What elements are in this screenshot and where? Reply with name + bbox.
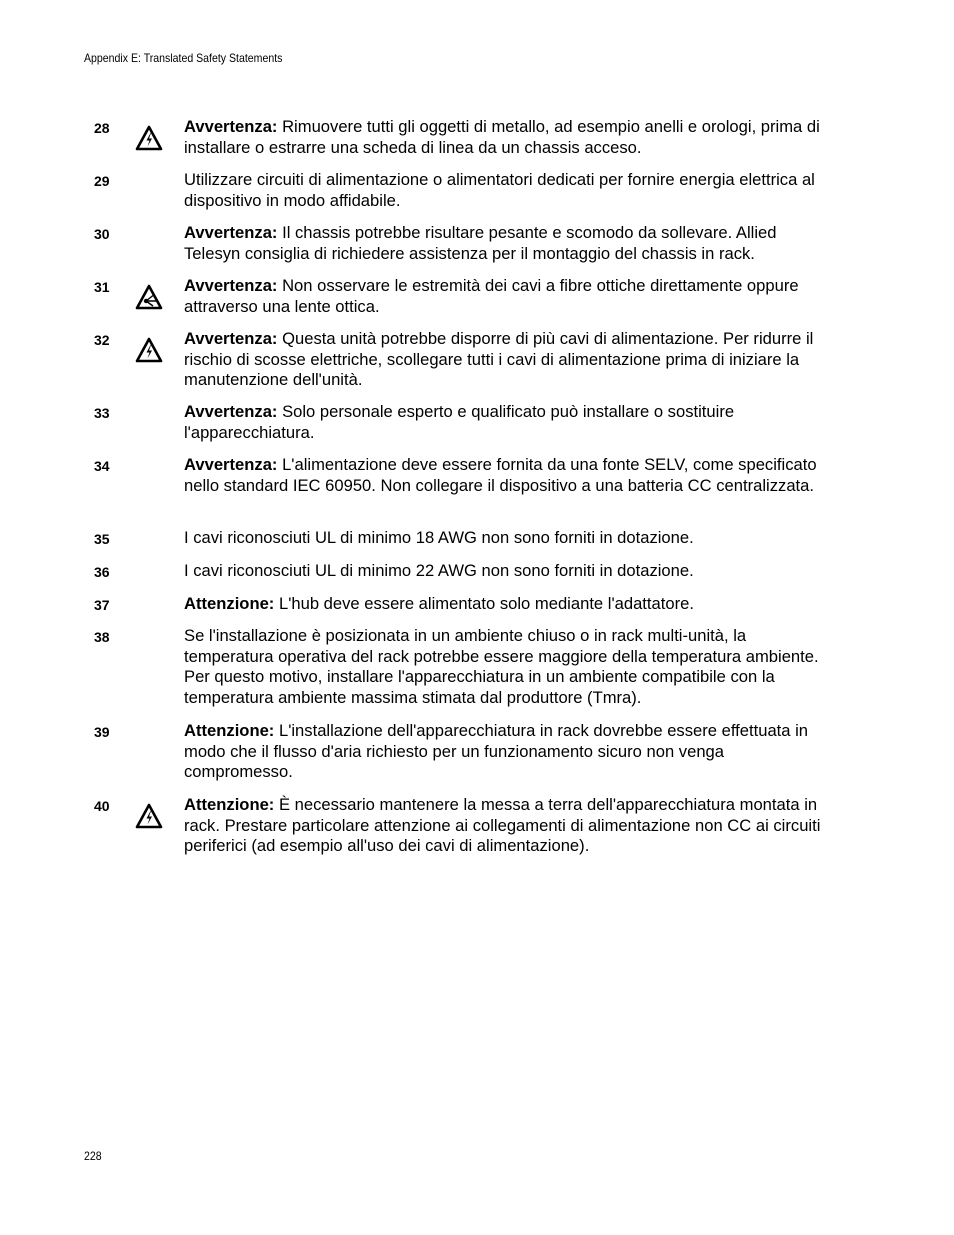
statement-text [184, 117, 830, 158]
statement-body: Utilizzare circuiti di alimentazione o alimentatori dedicati per fornire energia elettrica al dispositivo in modo affidabile. [184, 170, 815, 210]
statement-body: L'alimentazione deve essere fornita da una fonte SELV, come specificato nello standard IEC 60950. Non collegare il dispositivo a una batteria CC centralizzata. [184, 455, 817, 495]
laser-warning-icon [135, 284, 163, 310]
statement-text [184, 528, 830, 549]
statement-label: Avvertenza: [184, 276, 278, 295]
statement-text [184, 329, 830, 391]
statement-label: Avvertenza: [184, 455, 278, 474]
statement-label: Avvertenza: [184, 402, 278, 421]
statement-number: 40 [94, 798, 110, 814]
page-number: 228 [84, 1149, 102, 1163]
statement-label: Attenzione: [184, 795, 275, 814]
statement-label: Avvertenza: [184, 329, 278, 348]
electric-shock-warning-icon [135, 337, 163, 363]
statement-number: 33 [94, 405, 110, 421]
statement-text [184, 594, 830, 615]
statement-text [184, 455, 830, 496]
statement-body: Solo personale esperto e qualificato può installare o sostituire l'apparecchiatura. [184, 402, 735, 442]
statement-number: 29 [94, 173, 110, 189]
statement-text [184, 795, 830, 857]
electric-shock-warning-icon [135, 125, 163, 151]
statement-text [184, 402, 830, 443]
statement-number: 35 [94, 531, 110, 547]
statement-number: 32 [94, 332, 110, 348]
statement-text [184, 626, 830, 708]
statement-label: Attenzione: [184, 594, 275, 613]
statement-body: Non osservare le estremità dei cavi a fibre ottiche direttamente oppure attraverso una lente ottica. [184, 276, 799, 316]
statement-body: L'installazione dell'apparecchiatura in rack dovrebbe essere effettuata in modo che il flusso d'aria richiesto per un funzionamento sicuro non venga compromesso. [184, 721, 809, 781]
statement-body: I cavi riconosciuti UL di minimo 22 AWG non sono forniti in dotazione. [184, 561, 694, 580]
running-header: Appendix E: Translated Safety Statements [84, 51, 283, 65]
statement-number: 30 [94, 226, 110, 242]
statement-text [184, 721, 830, 783]
statement-body: L'hub deve essere alimentato solo mediante l'adattatore. [278, 594, 694, 613]
statement-body: Questa unità potrebbe disporre di più cavi di alimentazione. Per ridurre il rischio di scosse elettriche, scollegare tutti i cavi di alimentazione prima di iniziare la manutenzione dell'unità. [184, 329, 814, 389]
statement-label: Attenzione: [184, 721, 275, 740]
statement-number: 36 [94, 564, 110, 580]
statement-text [184, 561, 830, 582]
electric-shock-warning-icon [135, 803, 163, 829]
statement-body: Se l'installazione è posizionata in un ambiente chiuso o in rack multi-unità, la temperatura operativa del rack potrebbe essere maggiore della temperatura ambiente. Per questo motivo, installare l'apparecchiatura in un ambiente compatibile con la temperatura ambiente massima stimata dal produttore (Tmra). [184, 626, 819, 707]
statement-text [184, 223, 830, 264]
statement-text [184, 170, 830, 211]
statement-number: 38 [94, 629, 110, 645]
statement-number: 28 [94, 120, 110, 136]
statement-number: 31 [94, 279, 110, 295]
statement-number: 37 [94, 597, 110, 613]
statement-number: 34 [94, 458, 110, 474]
statement-body: Il chassis potrebbe risultare pesante e scomodo da sollevare. Allied Telesyn consiglia di richiedere assistenza per il montaggio del chassis in rack. [184, 223, 777, 263]
statement-number: 39 [94, 724, 110, 740]
statement-text [184, 276, 830, 317]
statement-label: Avvertenza: [184, 223, 278, 242]
statement-body: È necessario mantenere la messa a terra dell'apparecchiatura montata in rack. Prestare particolare attenzione ai collegamenti di alimentazione non CC ai circuiti periferici (ad esempio all'uso dei cavi di alimentazione). [184, 795, 821, 855]
statement-body: Rimuovere tutti gli oggetti di metallo, ad esempio anelli e orologi, prima di installare o estrarre una scheda di linea da un chassis acceso. [184, 117, 820, 157]
statement-body: I cavi riconosciuti UL di minimo 18 AWG non sono forniti in dotazione. [184, 528, 694, 547]
statement-label: Avvertenza: [184, 117, 278, 136]
